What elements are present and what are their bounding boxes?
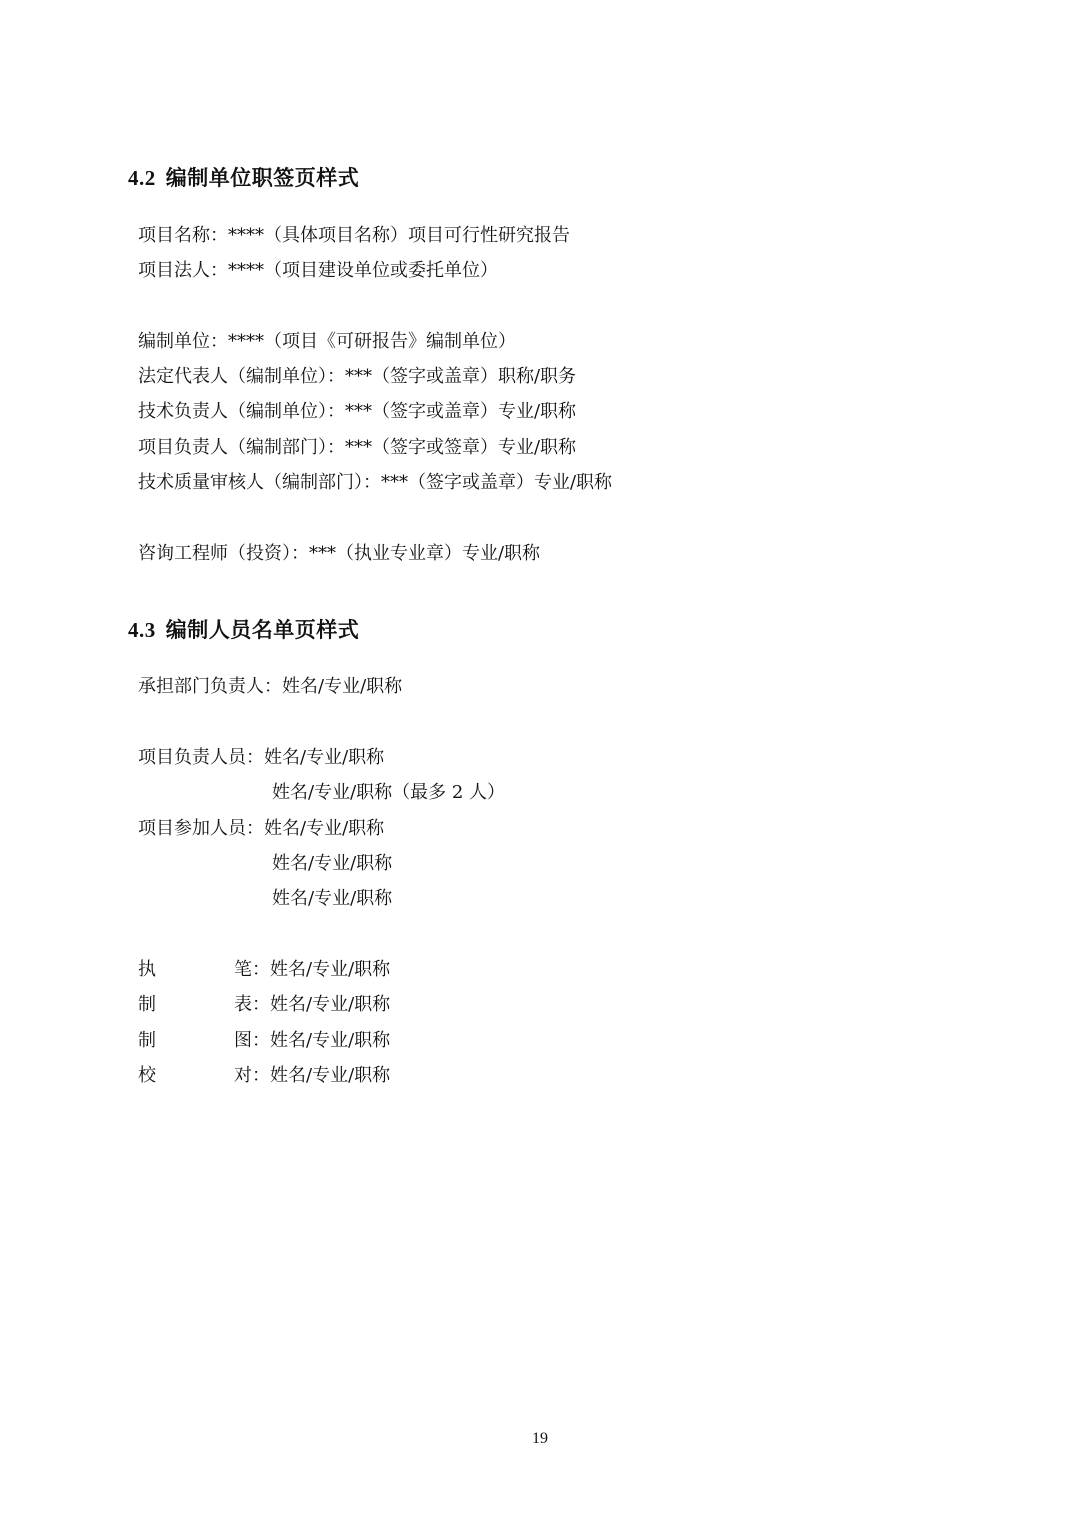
project-name-line: 项目名称：****（具体项目名称）项目可行性研究报告 [138,225,570,246]
role-label: 执 [138,959,156,980]
project-leader-staff-line-2: 姓名/专业/职称（最多 2 人） [272,782,506,803]
dept-head-line: 承担部门负责人：姓名/专业/职称 [138,676,403,697]
role-value: 图：姓名/专业/职称 [234,1030,391,1051]
role-value: 笔：姓名/专业/职称 [234,959,391,980]
role-value: 表：姓名/专业/职称 [234,994,391,1015]
role-writer-line [138,958,390,982]
role-value: 对：姓名/专业/职称 [234,1065,391,1086]
consulting-engineer-line: 咨询工程师（投资）：***（执业专业章）专业/职称 [138,543,541,564]
role-label: 制 [138,994,156,1015]
project-member-line-2: 姓名/专业/职称 [272,853,393,874]
role-tabulator-line [138,993,390,1017]
project-legal-person-line: 项目法人：****（项目建设单位或委托单位） [138,260,498,281]
quality-reviewer-line: 技术质量审核人（编制部门）：***（签字或盖章）专业/职称 [138,472,613,493]
technical-leader-line: 技术负责人（编制单位）：***（签字或盖章）专业/职称 [138,401,577,422]
legal-representative-line: 法定代表人（编制单位）：***（签字或盖章）职称/职务 [138,366,577,387]
section-title: 编制单位职签页样式 [165,165,360,190]
compiling-unit-line: 编制单位：****（项目《可研报告》编制单位） [138,331,516,352]
page-number: 19 [532,1430,548,1447]
role-proofreader-line [138,1064,390,1088]
role-drafter-line [138,1029,390,1053]
role-label: 校 [138,1065,156,1086]
project-leader-staff-line: 项目负责人员：姓名/专业/职称 [138,747,385,768]
project-leader-line: 项目负责人（编制部门）：***（签字或签章）专业/职称 [138,437,577,458]
project-member-line-3: 姓名/专业/职称 [272,888,393,909]
section-title: 编制人员名单页样式 [165,617,360,642]
section-number: 4.3 [128,618,156,642]
section-4-2-heading [128,162,359,192]
section-4-3-heading [128,614,359,644]
section-number: 4.2 [128,166,156,190]
role-label: 制 [138,1030,156,1051]
project-member-line: 项目参加人员：姓名/专业/职称 [138,818,385,839]
